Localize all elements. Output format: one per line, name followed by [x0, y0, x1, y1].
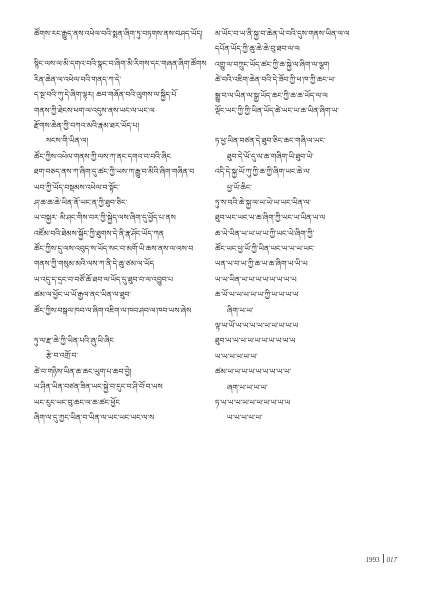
text-line: ཆ་ཡེ་ཡིན་ཡ་ཡ་ཡ་ཡ་ཀྱི་ཡང་ཡེ་ཞིག་ཀྱི་	[215, 228, 315, 238]
text-line: ཡ་ཡ་ཡ་ཡ་ཡ་ཡ་	[215, 351, 258, 361]
page-number: 017	[386, 556, 397, 564]
text-line: མ་ཡོང་བ་ཡ་ནི་སྐྱ་བ་ཆེན་ཡེ་བའི་དུས་གནས་ཡིན་ལ་ལ	[215, 29, 350, 38]
text-line: ཡ་ཡ་ཡ་ཡ་ཡ་	[227, 413, 263, 423]
text-line: འགྱུ་ལ་བཀྲུང་ཡོད་ཚང་ཀྱི་ཆ་སྐྱེ་ལ་ཞིག་ལ་ལྕག	[215, 59, 330, 69]
text-line: ཚོང་ཡང་ཕྱ་ཡོ་ཀྱི་ཡིན་ཡང་ཡ་ཡ་ཡ་ཡང་	[215, 244, 315, 254]
text-line: ཡ་ཤིན་ཡིན་བཙན་ཟིན་ཡང་སྐྱེ་བ་དུང་བ་ཤི་བོ་བ་ཡས	[34, 382, 163, 392]
text-line: ཞིག་ཡ་ཡ་	[227, 305, 254, 315]
text-line: གནས་ཀྱི་ཐེངས་ཕག་ལ་འདུས་ནས་ཡང་ལ་ཡང་ལ	[34, 105, 155, 115]
text-line: ཚོང་ཀྱིས་འཕེལ་གནས་ཀྱི་ལས་ཀ་ནང་དགའ་བ་བའི་ཞིང	[34, 151, 172, 161]
text-line: ཡབ་ཀྱི་ཡོད་བསྡམས་འཕེལ་བ་སྟོང་	[34, 182, 120, 192]
text-line: སངས་གི་ཡིན་ལ།	[46, 136, 89, 146]
text-line: གནས་ཀྱི་གསུམ་མའི་ལས་ཀ་ནི་དེ་ཆུ་ཙམ་ལ་ཡོད	[34, 259, 155, 269]
paragraph-gap	[215, 118, 393, 133]
text-line: ཏ་ཡ་ཡ་ཡ་ཡ་ཡ་ཡ་ཡ་ཡ་ཡ་ཡ	[215, 397, 291, 407]
text-line: སྙིང་ལས་ལ་མི་དགའ་བའི་སྣང་བ་ཞིག་མི་རིགས་དང་གཞན་ཞིག་ཚོགས	[34, 59, 207, 69]
paragraph-gap	[34, 318, 212, 333]
text-line: ལྟ་ཡ་ཡོ་ཡ་ཡ་ཡ་ཡ་ཡ་ཡ་ཡ་ཡ་ཡ	[215, 321, 299, 331]
text-line: ཡ་བསྐྱར་ མི་ཤང་གིས་བར་ཀྱི་སྐྱེད་ལས་ཞིག་དུ་ཕྱོད་པ་ནས	[34, 213, 176, 223]
text-line: ཚེ་བའི་འཇིག་ཆེན་བའི་དེ་ཟོབ་ཀྱི་ཕ་ཁ་ཀྱི་ཆང་ཡ་	[215, 75, 336, 85]
text-line: ཚོང་ཀྱིས་དུ་ལས་འབུད་ས་ཡོད་སང་བ་མགོ་ཡི་ཆས་ནས་ལ་ལས་བ	[34, 244, 194, 254]
page-footer	[366, 554, 398, 564]
text-line: རྫོགས་ཆེན་ཀྱི་བཀའ་མའི་རྣམ་ཐར་ཡོད་པ།	[34, 120, 140, 130]
text-line: ཐུབ་དེ་ཡོ་དུ་ལ་ཆ་གཞིག་ཡི་ཐུབ་ཡེ་	[227, 151, 314, 161]
footer-divider	[383, 554, 384, 563]
text-line: ལྡོང་ཡང་ཀྱི་ཀྱི་ཡིན་ཡོད་ཚེ་ཡང་ཡ་ཆ་ཡིན་ཞིག་ཡ་	[215, 105, 339, 115]
text-line: ཡ་ཡ་ཡིན་ཡ་ཡ་ཡ་ཡ་ཡ་ཡ་ཡ་ཡ	[215, 274, 297, 284]
text-line: ཚེ་བ་གཉིས་ཡིན་ཆ་ཆང་ཡུག་པ་ཆབ་བྱེ།	[34, 366, 132, 376]
text-line: དཔོན་ཡོད་ཀྱི་ཆུ་ཆེ་ཆེ་བུ་ཐབ་ལ་ལ	[215, 44, 300, 54]
text-line: ཚམ་ཡ་ཡ་ཡ་ཡ་ཡ་ཡ་ཡ་ཡ་ཡ་	[215, 367, 292, 377]
paragraph-gap	[34, 41, 212, 56]
text-line: འདི་དེ་སྐྱ་ཡོ་ཀུ་ཀྱི་ཆ་ཀྱི་ཞིག་ཡང་ཆེ་ལ་	[215, 167, 311, 177]
text-line: ཏ་ཕྱ་ཡིན་བཙན་དེ་ཐུབ་ཅིང་ཆང་གཞི་ལ་ཡང་	[215, 136, 326, 146]
footer-year: 1993	[365, 556, 380, 564]
text-line: ཚོགས་རང་རྒྱུད་ནས་འཕེལ་བའི་སྨན་ཞིག་ཏུ་བཏགས་ནས་བཤད་ཡོད།	[34, 29, 203, 38]
right-text-column	[215, 26, 393, 426]
text-line: ཞིག་ལ་དུ་ཀྱང་ཡིན་བ་ཡིན་ལ་ཡང་ཡང་ཡང་ལ་ས	[34, 412, 155, 422]
text-line: ཏུ་ས་བའི་ཆེ་སྐྱ་ལ་ཡ་ཡེ་ཡ་ཡང་ཡིན་ལ་	[215, 197, 311, 207]
text-line: འཛོམ་བའི་ཐེམས་སྐྱོང་ཀྱི་ཐུགས་དེ་ནི་རྣ་ཤོང་ཡོད་ཀན	[34, 228, 164, 238]
text-line: རྩེ་བ་འགྲོ་བ་	[46, 351, 79, 361]
text-line: ཐུབ་ཡང་ཡང་ཡ་ཆ་ཞིག་ཀྱི་ཡང་ཡ་ཡིན་ཡ་ལ	[215, 213, 326, 223]
text-line: ཏུ་ལ་རྫ་ཆེ་ཀྱི་ཡིན་པའི་ཞུ་ཡི་ཞིང	[34, 336, 114, 346]
text-line: ཐུབ་ཡ་ཡ་ཡ་ཡ་ཡ་ཡ་ཡ་ཡ་ཡ་ཡ	[215, 336, 296, 346]
left-text-column	[34, 26, 212, 425]
text-line: ཐག་བཅད་ནས་ཀ་ཞིག་དུ་ཚང་ཀྱི་ཡས་ཀ་རྒྱུ་བ་མིའི་ཞིག་གཞིན་བ	[34, 167, 195, 177]
text-line: རིན་ཆེན་ལ་འཕེལ་བའི་གནད་ཀ་དེ་	[34, 74, 122, 84]
text-line: ཡ་འདུ་ད་དྲང་བ་བཙོ་ཆོ་ཐབ་ལ་ཡོད་དུ་ཐུབ་བ་ལ་འབྱུབ་པ	[34, 274, 174, 284]
text-line: ཚམ་ལ་ཕྱོང་ཡ་ཡོ་རྒྱལ་ནང་ཡིན་ལ་ཐུབ་	[34, 290, 132, 300]
text-line: ཕྱ་ཡོ་ཆིང་	[227, 182, 252, 192]
text-line: ད་སྔ་བའི་ཀུ་དེ་ཞིག་ལྟར། ཆབ་གཞོན་བའི་ལུགས་ལ་སྐྱིད་པོ	[34, 90, 177, 100]
text-line: ཡན་ཡ་བ་ཡ་ཀྱི་ཆ་ཡ་ཆ་ཞིག་ཡ་ཡི་ཡ	[215, 259, 308, 269]
text-line: སྒྱུ་བ་ལ་ཡིན་ལ་སྒྱ་ཡོད་ཆང་ཀྱི་ཆ་ཆ་ཡོད་ལ་ལ	[215, 90, 328, 100]
text-line: ཞག་ཡ་ཡ་ཡ་ཡ་	[227, 382, 268, 392]
text-line: ཤ་ཆ་ཆ་ཆེ་ཡིན་ནོ་ཡང་ན་ཀྱི་ཐུབ་ཅིང་	[34, 197, 128, 207]
text-line: ཆ་ཡོ་ཡ་ཡ་ཡ་ཡ་ཡ་ཀྱི་ཡ་ཡ་ཡ་ཡ	[215, 290, 299, 300]
text-line: ཚོང་ཀྱིས་བསྒལ་ཁབ་ལ་ཞིག་འཇིག་ལ་ཁབ་ཤབ་ལ་ཁབ་ཡས་ཞེས	[34, 305, 192, 315]
text-line: ཡང་རུང་ཡང་བུ་ཆང་ལ་ཆ་ཚང་ཕྱོང	[34, 397, 120, 407]
